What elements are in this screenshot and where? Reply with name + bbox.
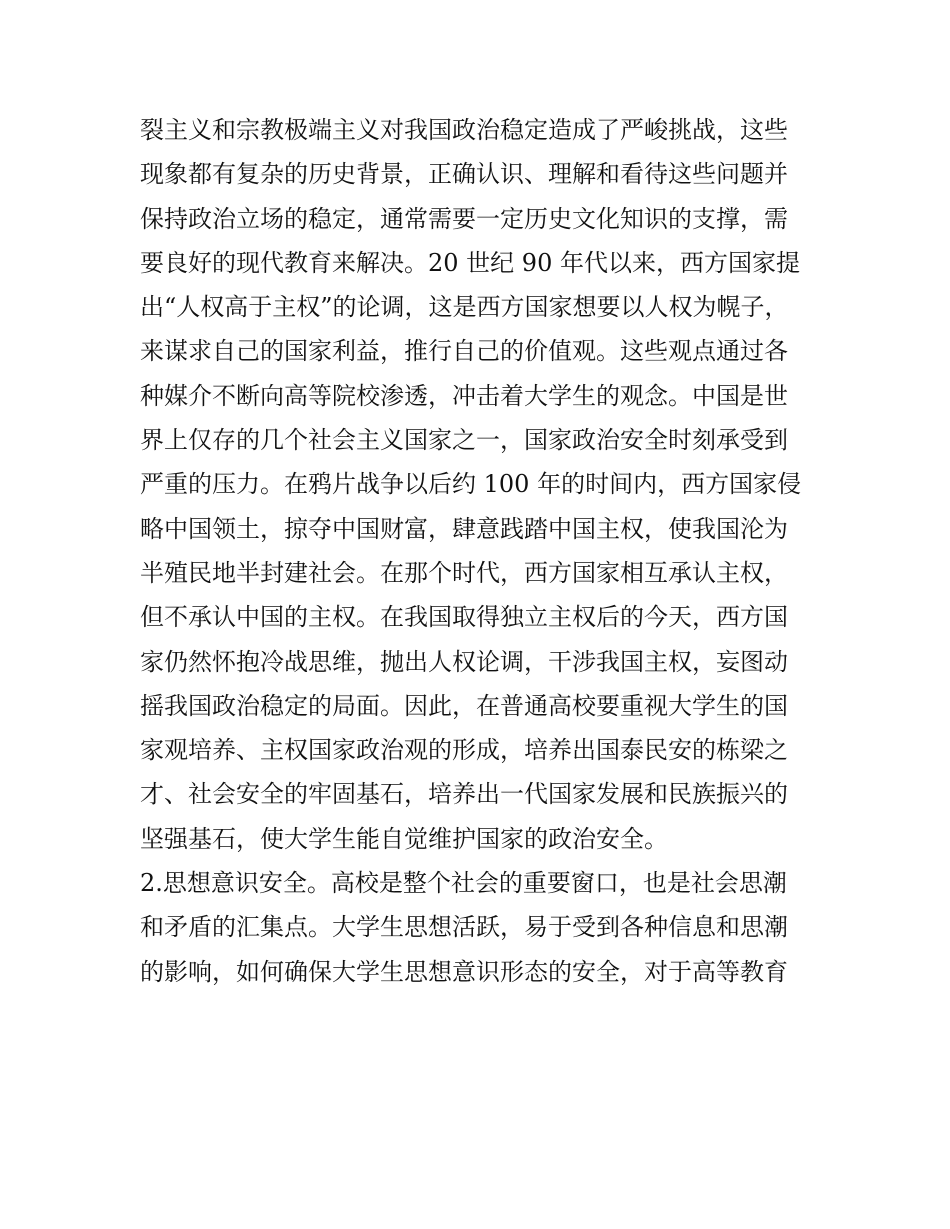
- text-line: 坚强基石，使大学生能自觉维护国家的政治安全。: [140, 824, 668, 853]
- text-line: 才、社会安全的牢固基石，培养出一代国家发展和民族振兴的: [140, 780, 788, 809]
- text-line: 裂主义和宗教极端主义对我国政治稳定造成了严峻挑战，这些: [140, 116, 788, 144]
- text-line: 界上仅存的几个社会主义国家之一，国家政治安全时刻承受到: [140, 426, 788, 455]
- text-line: 摇我国政治稳定的局面。因此，在普通高校要重视大学生的国: [140, 691, 788, 720]
- body-text: [140, 108, 830, 994]
- text-line: 要良好的现代教育来解决。20 世纪 90 年代以来，西方国家提: [140, 248, 800, 277]
- text-line: 的影响，如何确保大学生思想意识形态的安全，对于高等教育: [140, 957, 788, 986]
- text-line: 保持政治立场的稳定，通常需要一定历史文化知识的支撑，需: [140, 204, 788, 233]
- text-line: 出“人权高于主权”的论调，这是西方国家想要以人权为幌子，: [140, 293, 789, 322]
- text-line: 和矛盾的汇集点。大学生思想活跃，易于受到各种信息和思潮: [140, 913, 788, 942]
- text-line: 严重的压力。在鸦片战争以后约 100 年的时间内，西方国家侵: [140, 470, 802, 499]
- text-line: 半殖民地半封建社会。在那个时代，西方国家相互承认主权，: [140, 558, 788, 587]
- text-line: 略中国领土，掠夺中国财富，肆意践踏中国主权，使我国沦为: [140, 514, 788, 543]
- section-heading-line: 2.思想意识安全。高校是整个社会的重要窗口，也是社会思潮: [140, 869, 787, 898]
- text-line: 种媒介不断向高等院校渗透，冲击着大学生的观念。中国是世: [140, 381, 788, 410]
- text-line: 现象都有复杂的历史背景，正确认识、理解和看待这些问题并: [140, 160, 788, 189]
- text-line: 家仍然怀抱冷战思维，抛出人权论调，干涉我国主权，妄图动: [140, 647, 788, 676]
- text-line: 家观培养、主权国家政治观的形成，培养出国泰民安的栋梁之: [140, 736, 788, 765]
- text-line: 来谋求自己的国家利益，推行自己的价值观。这些观点通过各: [140, 337, 788, 366]
- text-line: 但不承认中国的主权。在我国取得独立主权后的今天，西方国: [140, 603, 788, 632]
